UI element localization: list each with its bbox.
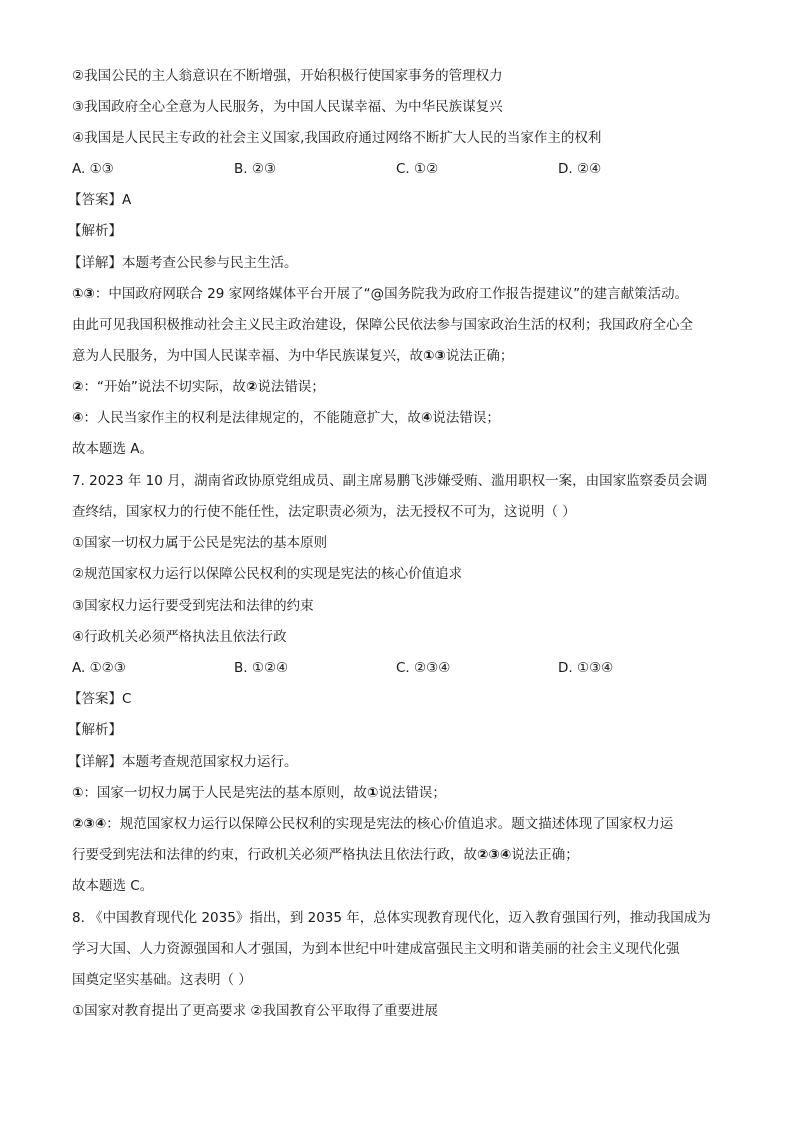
q7-options [72, 658, 722, 678]
q6-explain-1-line3-tail: 说法正确； [445, 348, 514, 364]
q7-statement-1: ①国家一切权力属于公民是宪法的基本原则 [72, 535, 328, 551]
q6-options [72, 159, 722, 179]
q8-stem-line2: 学习大国、人力资源强国和人才强国，为到本世纪中叶建成富强民主文明和谐美丽的社会主义现代化强 [72, 941, 680, 957]
q7-option-d: D. ①③④ [558, 660, 614, 676]
q6-explain-2-tail: 说法错误； [257, 379, 325, 395]
q6-statement-2: ②我国公民的主人翁意识在不断增强，开始积极行使国家事务的管理权力 [72, 68, 503, 84]
q7-conclusion: 故本题选 C。 [72, 878, 154, 894]
q7-explain-2-text: ：规范国家权力运行以保障公民权利的实现是宪法的核心价值追求。题文描述体现了国家权力运 [106, 816, 674, 832]
q7-explain-1-text: ：国家一切权力属于人民是宪法的基本原则，故 [83, 785, 367, 801]
q8-statements: ①国家对教育提出了更高要求 ②我国教育公平取得了重要进展 [72, 1003, 438, 1019]
q7-stem-line2: 查终结，国家权力的行使不能任性，法定职责必须为，法无授权不可为，这说明（ ） [72, 504, 576, 520]
q7-explain-1-marker: ① [72, 785, 84, 801]
q6-explain-2-text: ：“开始”说法不切实际，故 [83, 379, 246, 395]
q7-detail: 【详解】本题考查规范国家权力运行。 [68, 754, 298, 770]
q6-explain-1-marker: ①③ [72, 286, 95, 302]
q7-option-b: B. ①②④ [234, 660, 289, 676]
q7-statement-4: ④行政机关必须严格执法且依法行政 [72, 629, 287, 645]
q7-analysis-label: 【解析】 [68, 722, 122, 738]
q7-explain-2-line2 [72, 845, 579, 865]
q7-explain-1-inline-marker: ① [366, 785, 379, 801]
q6-explain-2-inline-marker: ② [245, 379, 258, 395]
q7-explain-1-tail: 说法错误； [378, 785, 446, 801]
q7-explain-2-line2-marker: ②③④ [477, 847, 512, 863]
q7-option-c: C. ②③④ [396, 660, 451, 676]
q6-option-c: C. ①② [396, 161, 439, 177]
q7-explain-2-line2-text: 行要受到宪法和法律的约束，行政机关必须严格执法且依法行政，故 [72, 847, 477, 863]
q6-explain-1-line3 [72, 346, 513, 366]
answer-label: 【答案】 [68, 192, 122, 208]
q6-explain-3 [72, 408, 500, 428]
answer-value: A [122, 192, 132, 208]
q6-detail: 【详解】本题考查公民参与民主生活。 [68, 255, 298, 271]
q6-answer [68, 190, 131, 210]
answer-label: 【答案】 [68, 691, 122, 707]
q6-option-b: B. ②③ [234, 161, 277, 177]
q6-explain-3-marker: ④ [72, 410, 84, 426]
q7-option-a: A. ①②③ [72, 660, 126, 676]
q7-explain-2-marker: ②③④ [72, 816, 107, 832]
q8-stem-line3: 国奠定坚实基础。这表明（ ） [72, 972, 252, 988]
q8-stem-line1: 8. 《中国教育现代化 2035》指出，到 2035 年，总体实现教育现代化，迈入教育强国行列，推动我国成为 [72, 910, 711, 926]
q6-explain-1-text: ：中国政府网联合 29 家网络媒体平台开展了“@国务院我为政府工作报告提建议”的建言献策活动。 [94, 286, 689, 302]
q6-analysis-label: 【解析】 [68, 223, 122, 239]
q6-statement-3: ③我国政府全心全意为人民服务，为中国人民谋幸福、为中华民族谋复兴 [72, 99, 503, 115]
q7-statement-3: ③国家权力运行要受到宪法和法律的约束 [72, 598, 314, 614]
q6-explain-2-marker: ② [72, 379, 84, 395]
q6-option-a: A. ①③ [72, 161, 114, 177]
q7-explain-2-line1 [72, 814, 673, 834]
q6-explain-2 [72, 377, 325, 397]
q6-explain-1-line2: 由此可见我国积极推动社会主义民主政治建设，保障公民依法参与国家政治生活的权利；我国政府全心全 [72, 317, 693, 333]
q7-explain-1 [72, 783, 446, 803]
q6-explain-1-line3-marker: ①③ [423, 348, 446, 364]
q7-answer [68, 689, 131, 709]
q7-stem-line1: 7. 2023 年 10 月，湖南省政协原党组成员、副主席易鹏飞涉嫌受贿、滥用职权一案，由国家监察委员会调 [72, 473, 708, 489]
q7-explain-2-line2-tail: 说法正确； [511, 847, 579, 863]
q6-explain-3-text: ：人民当家作主的权利是法律规定的，不能随意扩大，故 [83, 410, 421, 426]
q6-explain-3-inline-marker: ④ [420, 410, 433, 426]
q6-explain-3-tail: 说法错误； [432, 410, 500, 426]
q7-statement-2: ②规范国家权力运行以保障公民权利的实现是宪法的核心价值追求 [72, 566, 463, 582]
q6-explain-1-line1 [72, 284, 688, 304]
q6-option-d: D. ②④ [558, 161, 602, 177]
q6-explain-1-line3-text: 意为人民服务，为中国人民谋幸福、为中华民族谋复兴，故 [72, 348, 423, 364]
q6-statement-4: ④我国是人民民主专政的社会主义国家,我国政府通过网络不断扩大人民的当家作主的权利 [72, 130, 602, 146]
answer-value: C [122, 691, 132, 707]
q6-conclusion: 故本题选 A。 [72, 441, 154, 457]
